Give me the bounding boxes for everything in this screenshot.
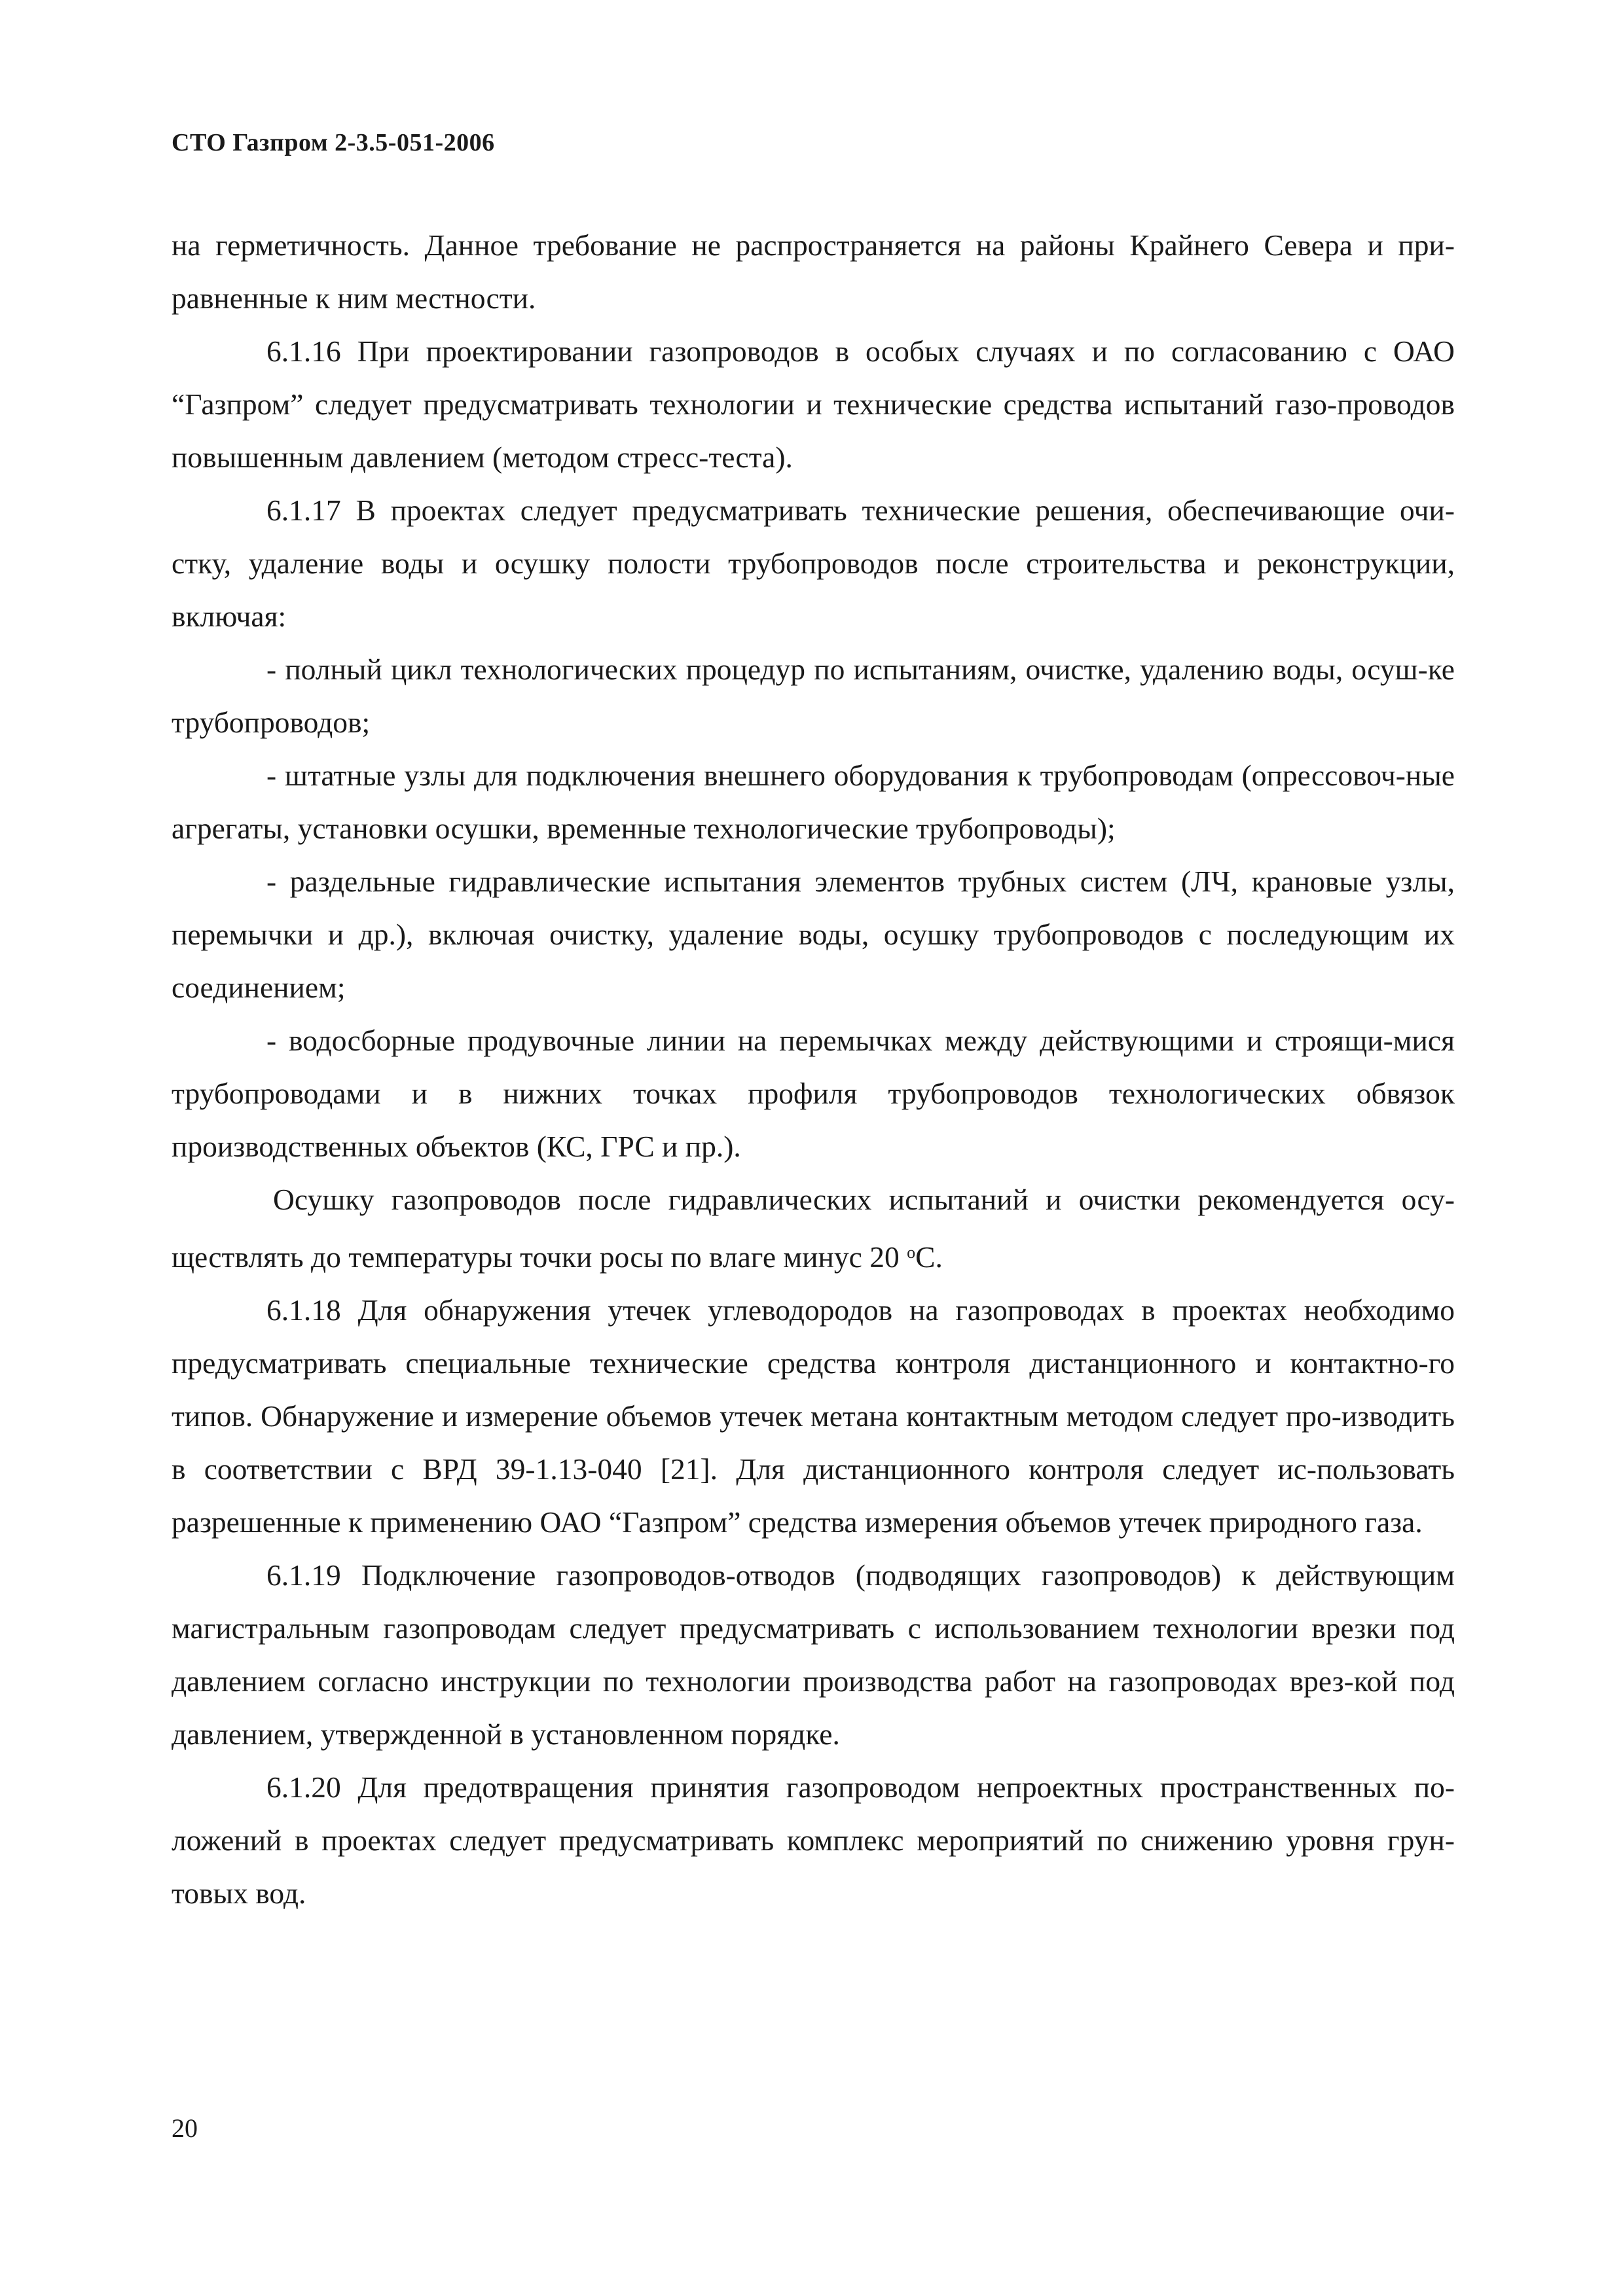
paragraph-6-1-20: 6.1.20 Для предотвращения принятия газопроводом непроектных пространственных по-ложений в проектах следует предусматривать комплекс мероприятий по снижению уровня грун-товых вод.: [172, 1770, 1455, 1910]
drying-unit: С.: [915, 1240, 943, 1274]
paragraph-6-1-18: 6.1.18 Для обнаружения утечек углеводородов на газопроводах в проектах необходимо предусматривать специальные технические средства контроля дистанционного и контактно-го типов. Обнаружение и измерение объемов утечек метана контактным методом следует про-изводить в соответствии с ВРД 39-1.13-040 [21]. Для дистанционного контроля следует ис-пользовать разрешенные к применению ОАО “Газпром” средства измерения объемов утечек природного газа.: [172, 1293, 1455, 1539]
document-header: СТО Газпром 2-3.5-051-2006: [172, 129, 495, 156]
drying-text: Осушку газопроводов после гидравлических испытаний и очистки рекомендуется осу-ществлять до температуры точки росы по влаге минус 20: [172, 1183, 1455, 1274]
paragraph-continuation: на герметичность. Данное требование не распространяется на районы Крайнего Севера и при-равненные к ним местности.: [172, 228, 1455, 315]
list-item-cycle: - полный цикл технологических процедур по испытаниям, очистке, удалению воды, осуш-ке трубопроводов;: [172, 653, 1455, 739]
page-number: 20: [172, 2113, 198, 2143]
degree-sign: о: [907, 1243, 916, 1262]
paragraph-6-1-16: 6.1.16 При проектировании газопроводов в особых случаях и по согласованию с ОАО “Газпром” следует предусматривать технологии и технические средства испытаний газо-проводов повышенным давлением (методом стресс-теста).: [172, 334, 1455, 474]
paragraph-drying: [172, 1173, 1455, 1283]
list-item-nodes: - штатные узлы для подключения внешнего оборудования к трубопроводам (опрессовоч-ные агрегаты, установки осушки, временные технологические трубопроводы);: [172, 759, 1455, 845]
paragraph-6-1-17: 6.1.17 В проектах следует предусматривать технические решения, обеспечивающие очи-стку, удаление воды и осушку полости трубопроводов после строительства и реконструкции, включая:: [172, 493, 1455, 633]
paragraph-6-1-19: 6.1.19 Подключение газопроводов-отводов (подводящих газопроводов) к действующим магистральным газопроводам следует предусматривать с использованием технологии врезки под давлением согласно инструкции по технологии производства работ на газопроводах врез-кой под давлением, утвержденной в установленном порядке.: [172, 1558, 1455, 1751]
document-body: [172, 219, 1455, 1920]
list-item-tests: - раздельные гидравлические испытания элементов трубных систем (ЛЧ, крановые узлы, перемычки и др.), включая очистку, удаление воды, осушку трубопроводов с последующим их соединением;: [172, 865, 1455, 1004]
list-item-drain-lines: - водосборные продувочные линии на перемычках между действующими и строящи-мися трубопроводами и в нижних точках профиля трубопроводов технологических обвязок производственных объектов (КС, ГРС и пр.).: [172, 1024, 1455, 1163]
